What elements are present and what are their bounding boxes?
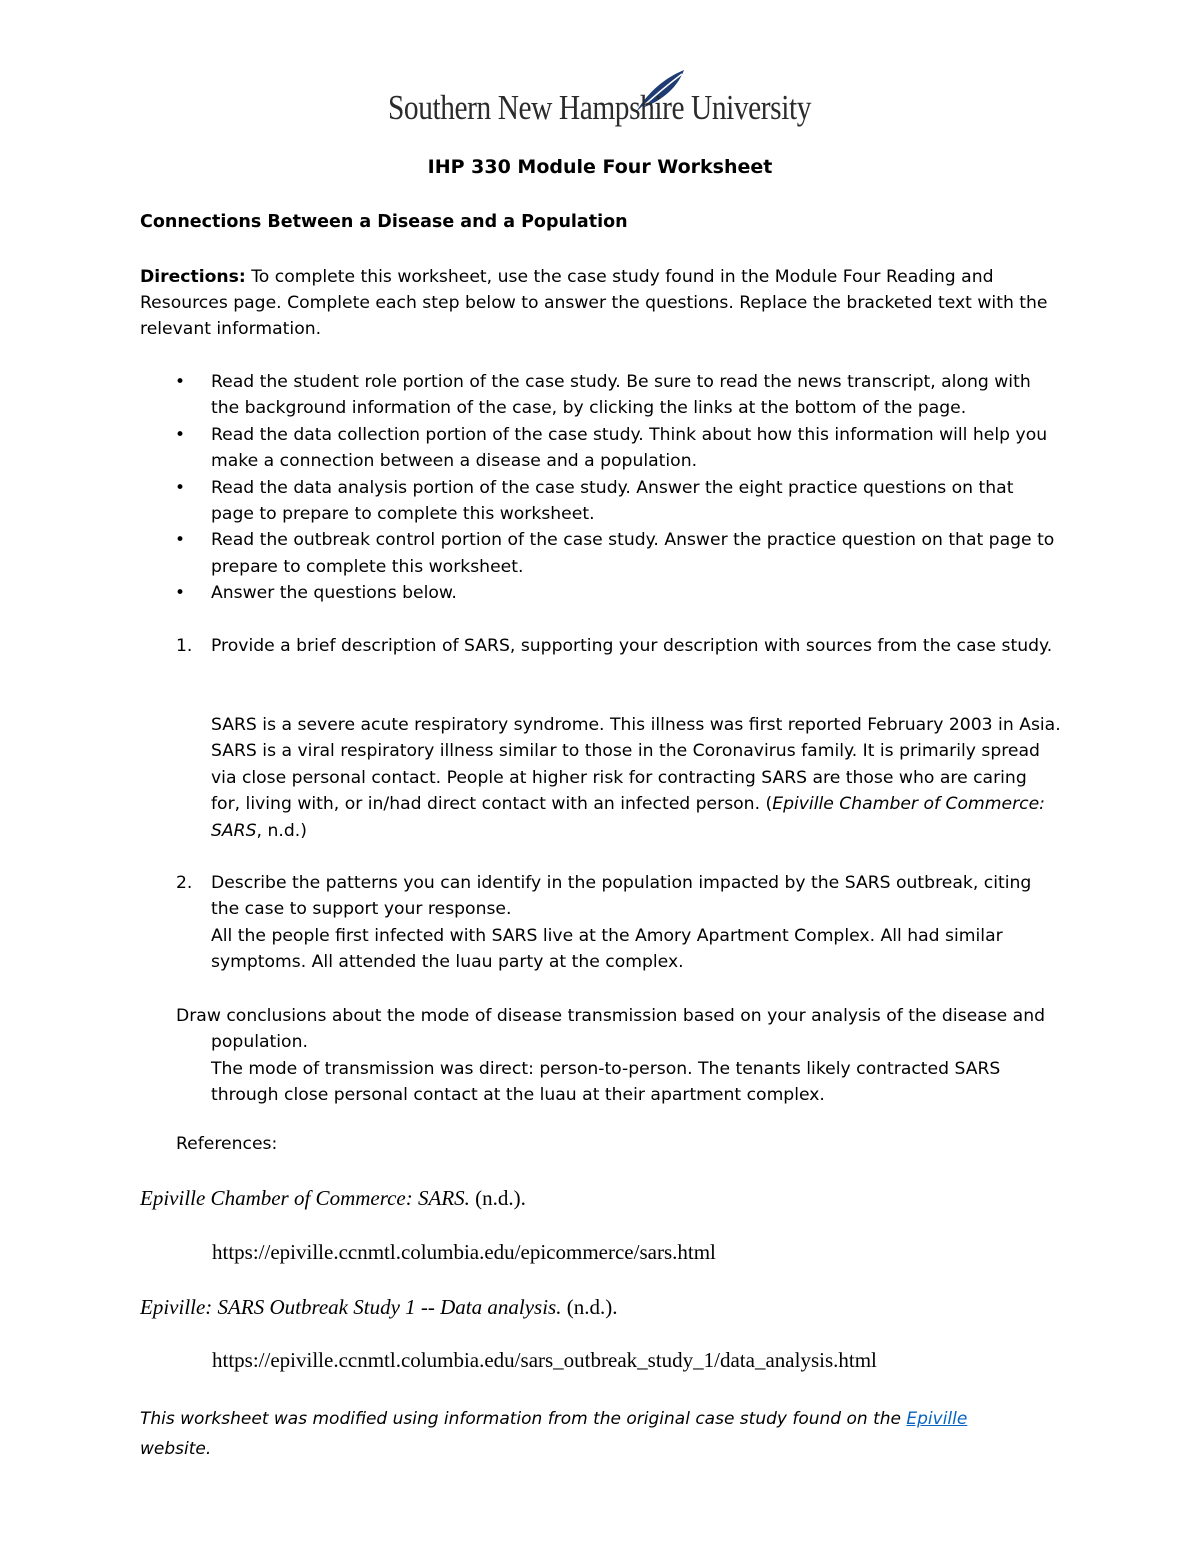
question-number: 2. — [176, 873, 193, 893]
answer-text: SARS is a severe acute respiratory syndrome. This illness was first reported February 2003 in Asia. SARS is a viral respiratory illness similar to those in the Coronavirus family. It is primarily spread via close personal contact. People at higher risk for contracting SARS are those who are caring for, living with, or in/had direct contact with an infected person. ( — [211, 715, 1061, 815]
list-item — [140, 527, 1060, 580]
draw-conclusions-answer: The mode of transmission was direct: person-to-person. The tenants likely contracted SARS through close personal contact at the luau at their apartment complex. — [211, 1058, 1001, 1106]
list-item — [140, 422, 1060, 475]
reference-title: Epiville: SARS Outbreak Study 1 -- Data analysis. — [140, 1295, 562, 1319]
page-title: IHP 330 Module Four Worksheet — [427, 156, 773, 178]
question-prompt: Describe the patterns you can identify in the population impacted by the SARS outbreak, citing the case to support your response. — [211, 873, 1032, 920]
bullet-icon: • — [175, 583, 186, 604]
directions-label: Directions: — [140, 267, 246, 287]
list-item-text: Read the outbreak control portion of the case study. Answer the practice question on that page to prepare to complete this worksheet. — [211, 530, 1055, 577]
instruction-list — [140, 369, 1060, 607]
footer-text: This worksheet was modified using information from the original case study found on the — [140, 1409, 907, 1429]
list-item-text: Read the data analysis portion of the case study. Answer the eight practice questions on that page to prepare to complete this worksheet. — [211, 477, 1014, 525]
reference-date: (n.d.). — [561, 1295, 618, 1319]
list-item-text: Read the student role portion of the case study. Be sure to read the news transcript, along with the background information of the case, by clicking the links at the bottom of the page. — [211, 372, 1031, 419]
reference-2-url: https://epiville.ccnmtl.columbia.edu/sars_outbreak_study_1/data_analysis.html — [212, 1348, 877, 1372]
directions-paragraph — [140, 264, 1050, 342]
citation-title: Epiville Chamber of Commerce: SARS — [211, 794, 1045, 841]
citation-end: , n.d.) — [256, 820, 307, 841]
directions-text: To complete this worksheet, use the case study found in the Module Four Reading and Resources page. Complete each step below to answer the questions. Replace the bracketed text with the relevant information. — [140, 267, 1048, 339]
list-item — [140, 369, 1060, 422]
logo-wordmark: Southern New Hampshire University — [388, 88, 811, 127]
question-1 — [140, 633, 1060, 659]
bullet-icon: • — [175, 477, 186, 498]
bullet-icon: • — [175, 530, 186, 551]
question-number: 1. — [176, 636, 193, 656]
bullet-icon: • — [175, 424, 186, 445]
reference-1 — [140, 1186, 526, 1211]
bullet-icon: • — [175, 372, 186, 392]
list-item — [140, 475, 1060, 528]
reference-2 — [140, 1295, 617, 1320]
draw-conclusions — [176, 1003, 1066, 1109]
list-item — [140, 580, 1060, 606]
list-item-text: Answer the questions below. — [211, 583, 457, 604]
reference-title: Epiville Chamber of Commerce: SARS. — [140, 1186, 470, 1210]
footer-note — [140, 1404, 1040, 1464]
answer-1 — [211, 712, 1061, 844]
reference-1-url: https://epiville.ccnmtl.columbia.edu/epicommerce/sars.html — [212, 1240, 716, 1264]
footer-text-end: website. — [140, 1439, 212, 1459]
references-heading: References: — [176, 1134, 278, 1154]
list-item-text: Read the data collection portion of the case study. Think about how this information will help you make a connection between a disease and a population. — [211, 424, 1048, 472]
draw-conclusions-prompt: Draw conclusions about the mode of disease transmission based on your analysis of the disease and — [176, 1006, 1046, 1026]
reference-date: (n.d.). — [469, 1186, 526, 1210]
university-logo — [388, 66, 818, 138]
answer-2: All the people first infected with SARS live at the Amory Apartment Complex. All had similar symptoms. All attended the luau party at the complex. — [211, 926, 1003, 973]
epiville-link[interactable]: Epiville — [906, 1409, 968, 1429]
section-subtitle: Connections Between a Disease and a Population — [140, 212, 628, 232]
question-prompt: Provide a brief description of SARS, supporting your description with sources from the case study. — [211, 636, 1053, 656]
question-2 — [140, 870, 1060, 923]
draw-conclusions-prompt-cont: population. — [211, 1032, 308, 1053]
